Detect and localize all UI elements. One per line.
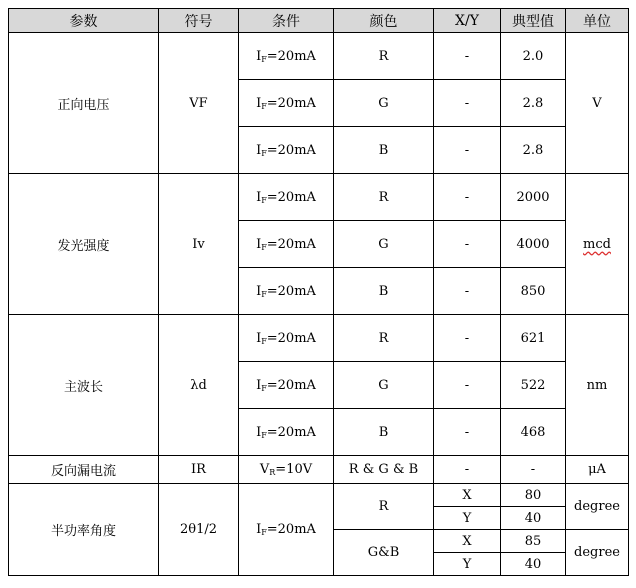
header-xy: X/Y (434, 9, 501, 33)
value-cell: 621 (501, 315, 566, 362)
xy-cell: - (434, 268, 501, 315)
condition-cell: $I_F=20mA$ (239, 362, 334, 409)
header-typical: 典型值 (501, 9, 566, 33)
color-cell: R (334, 484, 434, 530)
table-row (9, 315, 629, 362)
value-cell: 522 (501, 362, 566, 409)
unit-ua: μA (566, 456, 629, 484)
param-reverse-leakage: 反向漏电流 (9, 456, 159, 484)
symbol-vf: VF (159, 33, 239, 174)
header-condition: 条件 (239, 9, 334, 33)
table-row (9, 174, 629, 221)
symbol-iv: Iv (159, 174, 239, 315)
xy-cell: - (434, 221, 501, 268)
value-cell: 850 (501, 268, 566, 315)
color-cell: G (334, 221, 434, 268)
value-cell: - (501, 456, 566, 484)
symbol-ir: IR (159, 456, 239, 484)
value-cell: 40 (501, 507, 566, 530)
table-row (9, 484, 629, 507)
color-cell: R & G & B (334, 456, 434, 484)
value-cell: 2.8 (501, 80, 566, 127)
xy-cell: - (434, 456, 501, 484)
xy-cell: Y (434, 553, 501, 576)
condition-cell: $I_F=20mA$ (239, 221, 334, 268)
header-unit: 单位 (566, 9, 629, 33)
xy-cell: X (434, 530, 501, 553)
xy-cell: Y (434, 507, 501, 530)
param-luminous-intensity: 发光强度 (9, 174, 159, 315)
unit-mcd: mcd (566, 174, 629, 315)
xy-cell: - (434, 80, 501, 127)
header-symbol: 符号 (159, 9, 239, 33)
value-cell: 80 (501, 484, 566, 507)
condition-cell: $I_F=20mA$ (239, 484, 334, 576)
unit-degree: degree (566, 484, 629, 530)
condition-cell: $I_F=20mA$ (239, 409, 334, 456)
condition-cell: $I_F=20mA$ (239, 315, 334, 362)
table-row (9, 33, 629, 80)
xy-cell: - (434, 127, 501, 174)
spec-table (8, 8, 629, 576)
condition-cell: $I_F=20mA$ (239, 174, 334, 221)
unit-nm: nm (566, 315, 629, 456)
param-forward-voltage: 正向电压 (9, 33, 159, 174)
value-cell: 2000 (501, 174, 566, 221)
header-color: 颜色 (334, 9, 434, 33)
condition-cell: $I_F=20mA$ (239, 33, 334, 80)
value-cell: 468 (501, 409, 566, 456)
xy-cell: - (434, 409, 501, 456)
table-row (9, 456, 629, 484)
color-cell: G (334, 80, 434, 127)
color-cell: G&B (334, 530, 434, 576)
unit-degree: degree (566, 530, 629, 576)
color-cell: B (334, 409, 434, 456)
color-cell: R (334, 174, 434, 221)
condition-cell: $I_F=20mA$ (239, 127, 334, 174)
color-cell: B (334, 268, 434, 315)
unit-v: V (566, 33, 629, 174)
symbol-half-angle: 2θ1/2 (159, 484, 239, 576)
header-row (9, 9, 629, 33)
value-cell: 40 (501, 553, 566, 576)
value-cell: 2.0 (501, 33, 566, 80)
color-cell: R (334, 33, 434, 80)
value-cell: 4000 (501, 221, 566, 268)
xy-cell: - (434, 174, 501, 221)
param-dominant-wavelength: 主波长 (9, 315, 159, 456)
xy-cell: - (434, 33, 501, 80)
condition-cell: $I_F=20mA$ (239, 268, 334, 315)
symbol-lambda-d: λd (159, 315, 239, 456)
header-param: 参数 (9, 9, 159, 33)
value-cell: 2.8 (501, 127, 566, 174)
param-half-power-angle: 半功率角度 (9, 484, 159, 576)
color-cell: B (334, 127, 434, 174)
xy-cell: X (434, 484, 501, 507)
color-cell: R (334, 315, 434, 362)
xy-cell: - (434, 362, 501, 409)
condition-cell: $V_R=10V$ (239, 456, 334, 484)
xy-cell: - (434, 315, 501, 362)
condition-cell: $I_F=20mA$ (239, 80, 334, 127)
color-cell: G (334, 362, 434, 409)
value-cell: 85 (501, 530, 566, 553)
